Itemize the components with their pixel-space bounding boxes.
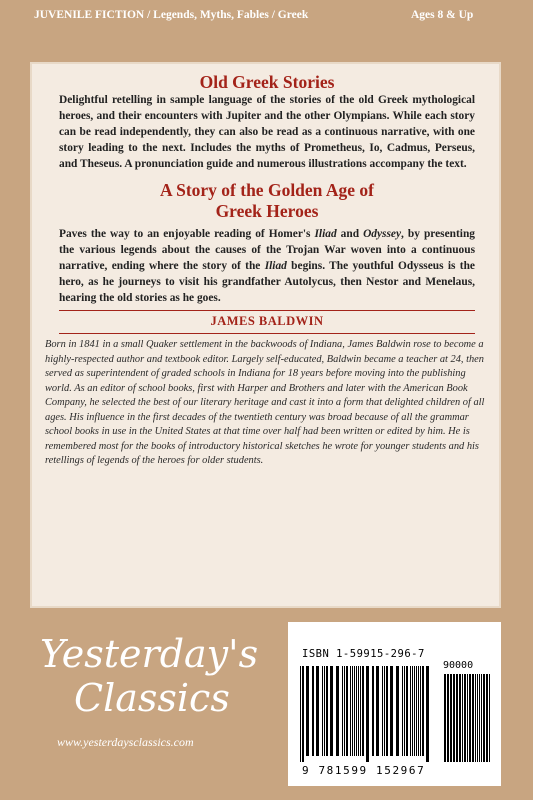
barcode-bar [344, 666, 345, 756]
barcode-bar [412, 666, 413, 756]
barcode-bar [390, 666, 393, 756]
author-divider-top [59, 310, 475, 311]
barcode-addon-bar [444, 674, 446, 762]
logo-line1: Yesterday's [40, 632, 259, 676]
barcode-bar [372, 666, 374, 756]
barcode-bars [298, 666, 493, 762]
barcode-bar [414, 666, 415, 756]
odyssey-title: Odyssey [363, 228, 402, 240]
barcode-bar [322, 666, 323, 756]
barcode-addon-bar [462, 674, 463, 762]
description-panel [30, 62, 501, 608]
barcode-addon-bar [481, 674, 482, 762]
section2-title-line2: Greek Heroes [215, 201, 319, 221]
barcode-bar [326, 666, 328, 756]
barcode-addon-bar [483, 674, 485, 762]
barcode-bar [352, 666, 353, 756]
barcode-bar [418, 666, 419, 756]
barcode-addon-bar [469, 674, 471, 762]
section2-text-d: begins. The youthful Odysseus is the hero, as he journeys to visit his grandfather Autolycus, then Nestor and Menelaus, hearing the old stories as he goes. [59, 260, 475, 304]
barcode-bar [396, 666, 399, 756]
barcode-bar [422, 666, 424, 756]
publisher-url[interactable]: www.yesterdaysclassics.com [57, 735, 194, 749]
barcode-bar [306, 666, 309, 756]
barcode-addon-bar [489, 674, 490, 762]
barcode-bar [324, 666, 325, 756]
section1-title: Old Greek Stories [199, 72, 335, 92]
barcode-bar [406, 666, 408, 756]
barcode-bar [360, 666, 361, 756]
barcode-addon-bar [447, 674, 449, 762]
section2-description [59, 226, 475, 306]
barcode-addon-bar [456, 674, 458, 762]
barcode-bar [420, 666, 421, 756]
barcode-addon-bar [472, 674, 474, 762]
section2-title [59, 180, 475, 222]
category-label: JUVENILE FICTION / Legends, Myths, Fables / Greek [34, 9, 309, 21]
author-name: JAMES BALDWIN [210, 314, 324, 328]
section2-text-b: and [336, 228, 364, 240]
price-code: 90000 [443, 660, 474, 671]
barcode-bar [342, 666, 343, 756]
logo-line2: Classics [74, 676, 230, 720]
barcode-bar [316, 666, 319, 756]
isbn-barcode [288, 622, 501, 786]
barcode-addon-bar [450, 674, 452, 762]
publisher-logo [40, 632, 258, 720]
barcode-bar [302, 666, 304, 762]
ean-digits: 9 781599 152967 [302, 764, 426, 777]
barcode-addon-bar [464, 674, 466, 762]
iliad-title-1: Iliad [314, 228, 337, 240]
barcode-addon-bar [475, 674, 476, 762]
section2-text-c: , by presenting the various legends about the causes of the Trojan War woven into a continuous narrative, ending where the story of the [59, 228, 475, 272]
barcode-bar [358, 666, 359, 756]
category-bar [0, 0, 533, 28]
age-range-label: Ages 8 & Up [411, 9, 474, 21]
barcode-bar [350, 666, 351, 756]
barcode-bar [346, 666, 348, 756]
barcode-bar [312, 666, 314, 756]
section2-text-a: Paves the way to an enjoyable reading of Homer's [59, 228, 315, 240]
barcode-bar [376, 666, 379, 756]
section1-description: Delightful retelling in sample language of the stories of the old Greek mythological heroes, and their encounters with Jupiter and the other Olympians. While each story can be read independently, they can also be read as a continuous narrative, with one story leading to the next. Includes the myths of Prometheus, Io, Cadmus, Perseus, and Theseus. A pronunciation guide and numerous illustrations accompany the text. [59, 94, 475, 170]
author-biography: Born in 1841 in a small Quaker settlement in the backwoods of Indiana, James Baldwin rose to become a highly-respected author and textbook editor. Largely self-educated, Baldwin became a teacher at 24, then served as superintendent of graded schools in Indiana for 18 years before moving into the publishing world. As an editor of school books, first with Harper and Brothers and later with the American Book Company, he selected the best of our literary heritage and cast it into a form that delighted children of all ages. His influence in the first decades of the twentieth century was broad because of all the grammar school books in use in the United States at that time over half had been written or edited by him. He is remembered most for the books of introductory historical sketches he wrote for younger students and his retellings of legends of the heroes for older students. [45, 339, 485, 466]
barcode-bar [410, 666, 411, 756]
barcode-addon-bar [477, 674, 478, 762]
iliad-title-2: Iliad [264, 260, 287, 272]
barcode-bar [382, 666, 383, 756]
barcode-bar [416, 666, 417, 756]
barcode-bar [362, 666, 364, 756]
barcode-bar [366, 666, 369, 762]
barcode-bar [330, 666, 333, 756]
barcode-bar [402, 666, 403, 756]
barcode-bar [356, 666, 357, 756]
barcode-addon-bar [459, 674, 461, 762]
barcode-bar [300, 666, 301, 762]
barcode-bar [386, 666, 388, 756]
barcode-addon-bar [467, 674, 468, 762]
barcode-bar [404, 666, 405, 756]
barcode-addon-bar [453, 674, 455, 762]
barcode-bar [384, 666, 385, 756]
description-content [45, 72, 485, 469]
barcode-bar [426, 666, 429, 762]
isbn-label: ISBN 1-59915-296-7 [302, 648, 425, 660]
section2-title-line1: A Story of the Golden Age of [160, 180, 374, 200]
barcode-bar [354, 666, 355, 756]
author-divider-bottom [59, 333, 475, 334]
barcode-bar [336, 666, 339, 756]
barcode-addon-bar [479, 674, 480, 762]
barcode-addon-bar [486, 674, 488, 762]
